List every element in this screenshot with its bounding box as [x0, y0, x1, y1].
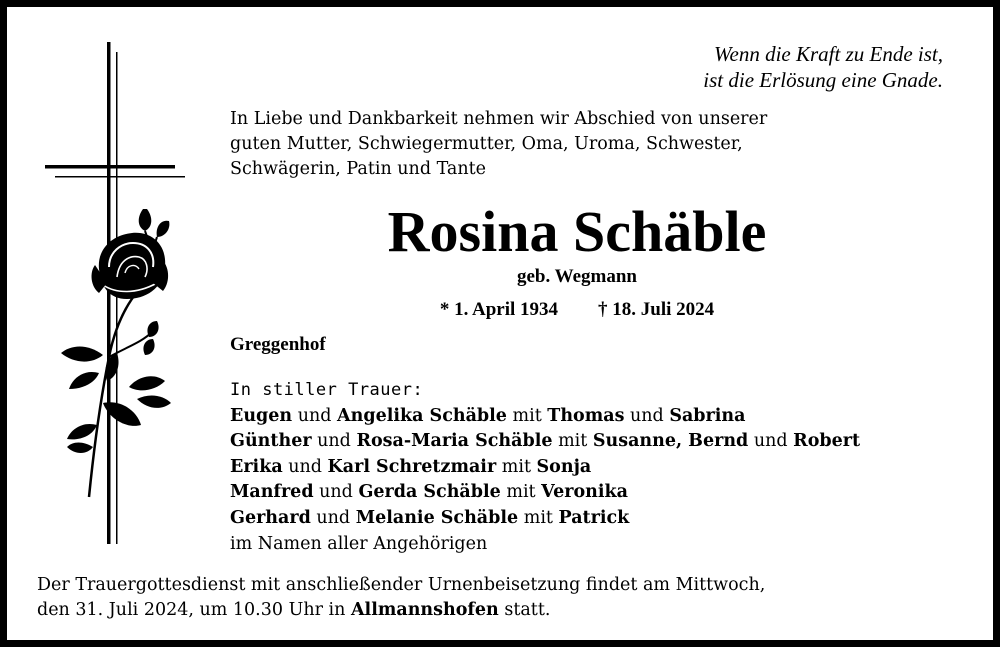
mourner-name: Melanie Schäble: [355, 507, 519, 528]
mourner-row: [230, 429, 930, 455]
mourner-name: Manfred: [230, 482, 314, 503]
mourner-connector: mit: [506, 405, 548, 426]
motto-line: ist die Erlösung eine Gnade.: [703, 68, 943, 92]
mourner-row: [230, 404, 930, 430]
intro-line: Schwägerin, Patin und Tante: [230, 159, 486, 179]
deceased-name: Rosina Schäble: [387, 199, 767, 264]
service-text: statt.: [498, 600, 551, 620]
mourner-name: Eugen: [230, 405, 293, 426]
cross-with-rose-icon: [37, 37, 197, 547]
mourners-closing: im Namen aller Angehörigen: [230, 533, 488, 554]
mourner-row: [230, 455, 930, 481]
mourner-name: Patrick: [558, 507, 630, 528]
mourner-name: Thomas: [547, 405, 625, 426]
service-text: den 31. Juli 2024, um 10.30 Uhr in: [37, 600, 351, 620]
intro-text: [230, 107, 890, 182]
mourner-name: Robert: [793, 431, 861, 452]
mourner-connector: mit: [500, 482, 542, 503]
mourner-name: Gerhard: [230, 507, 311, 528]
mourner-name: Sonja: [536, 456, 592, 477]
mourner-connector: mit: [552, 431, 593, 452]
mourner-name: Günther: [230, 431, 312, 452]
service-line: Der Trauergottesdienst mit anschließender Urnenbeisetzung findet am Mittwoch,: [37, 575, 766, 595]
service-location: Allmannshofen: [350, 600, 499, 620]
mourner-connector: und: [624, 405, 670, 426]
life-dates: [237, 298, 917, 322]
motto-verse: [703, 41, 943, 93]
intro-line: guten Mutter, Schwiegermutter, Oma, Uroma, Schwester,: [230, 134, 743, 154]
mourner-name: Rosa-Maria Schäble: [356, 431, 553, 452]
mourner-name: Sabrina: [669, 405, 746, 426]
mourner-connector: und: [292, 405, 338, 426]
mourner-connector: und: [313, 482, 359, 503]
mourner-rows: [230, 404, 930, 532]
maiden-name: geb. Wegmann: [516, 266, 637, 287]
mourner-connector: mit: [496, 456, 537, 477]
motto-line: Wenn die Kraft zu Ende ist,: [713, 42, 943, 66]
mourner-name: Erika: [230, 456, 283, 477]
mourners-list: [230, 378, 930, 557]
mourner-connector: und: [311, 431, 357, 452]
mourner-connector: mit: [518, 507, 559, 528]
mourner-row: [230, 480, 930, 506]
mourner-name: Susanne, Bernd: [592, 431, 749, 452]
mourner-name: Veronika: [541, 482, 628, 503]
death-date: † 18. Juli 2024: [598, 299, 715, 320]
mourner-connector: und: [748, 431, 794, 452]
mourners-heading: In stiller Trauer:: [230, 380, 424, 400]
birth-date: * 1. April 1934: [439, 299, 559, 320]
mourner-name: Gerda Schäble: [358, 482, 501, 503]
mourner-connector: und: [310, 507, 356, 528]
mourner-row: [230, 506, 930, 532]
mourner-name: Angelika Schäble: [337, 405, 507, 426]
service-info: [37, 573, 977, 623]
mourner-connector: und: [282, 456, 328, 477]
mourner-name: Karl Schretzmair: [327, 456, 497, 477]
service-line: [37, 598, 977, 623]
intro-line: In Liebe und Dankbarkeit nehmen wir Abschied von unserer: [230, 109, 768, 129]
residence: Greggenhof: [230, 334, 326, 355]
